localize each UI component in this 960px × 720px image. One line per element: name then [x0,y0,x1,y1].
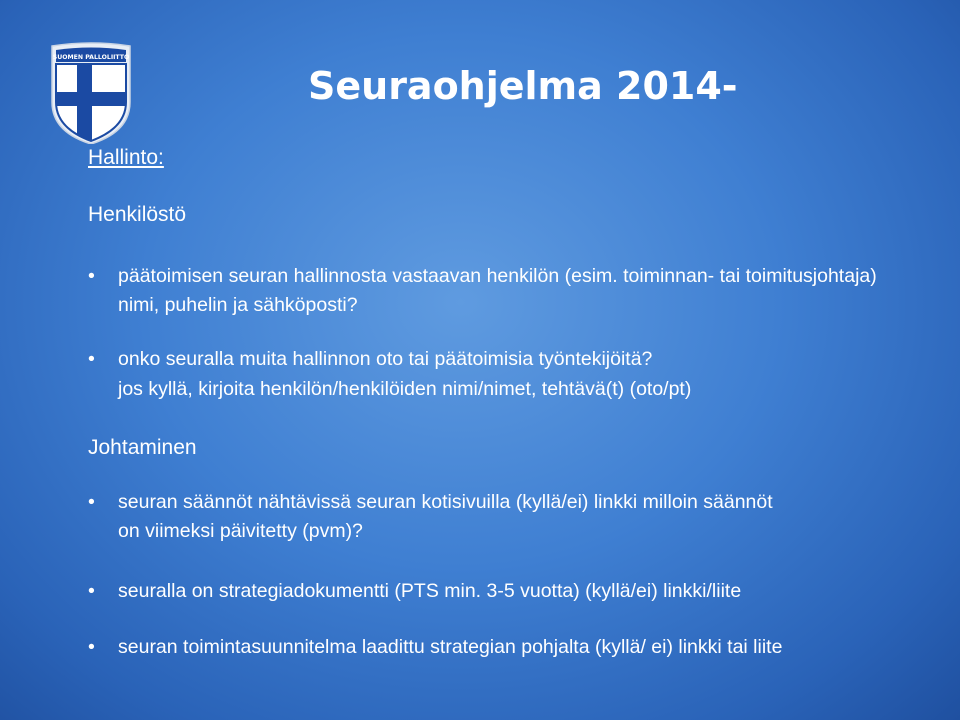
bullet-text: päätoimisen seuran hallinnosta vastaavan henkilön (esim. toiminnan- tai toimitusjohtaja) nimi, puhelin ja sähköposti? [118,265,877,316]
section-heading-johtaminen: Johtaminen [88,436,197,459]
bullet-text: seuralla on strategiadokumentti (PTS min. 3-5 vuotta) (kyllä/ei) linkki/liite [118,580,742,602]
bullet-text: onko seuralla muita hallinnon oto tai päätoimisia työntekijöitä? [118,348,653,370]
bullet-item [88,633,908,662]
sub-note: jos kyllä, kirjoita henkilön/henkilöiden nimi/nimet, tehtävä(t) (oto/pt) [118,378,692,400]
bullet-icon: • [88,636,95,658]
bullet-item [88,345,908,374]
bullet-item [88,262,908,320]
bullet-item [88,577,908,606]
bullet-icon: • [88,348,95,370]
bullet-item [88,488,788,546]
bullet-icon: • [88,265,95,287]
section-link-hallinto[interactable]: Hallinto: [88,146,164,169]
federation-logo [50,42,132,144]
bullet-text: seuran säännöt nähtävissä seuran kotisivuilla (kyllä/ei) linkki milloin säännöt on viimeksi päivitetty (pvm)? [118,491,773,542]
section-heading-henkilosto: Henkilöstö [88,203,187,226]
bullet-icon: • [88,491,95,513]
bullet-text: seuran toimintasuunnitelma laadittu strategian pohjalta (kyllä/ ei) linkki tai liite [118,636,783,658]
slide-title: Seuraohjelma 2014- [308,64,738,108]
finnish-football-association-crest-icon [50,42,132,144]
logo-text: SUOMEN PALLOLIITTO [52,54,130,61]
bullet-icon: • [88,580,95,602]
